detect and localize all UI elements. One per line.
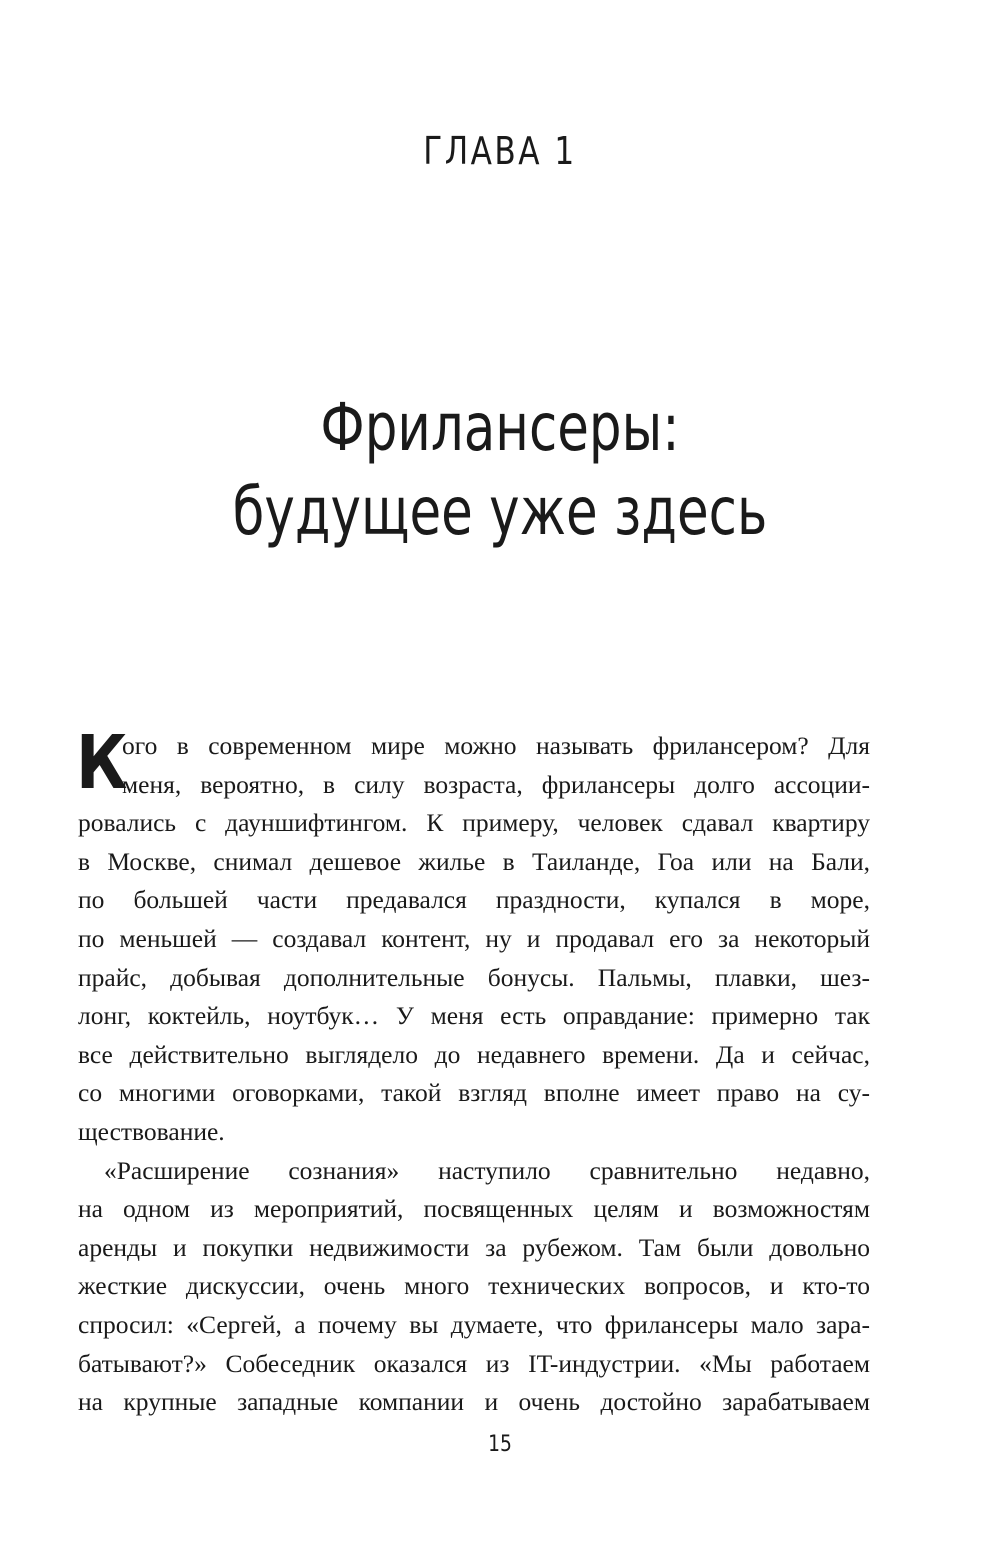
drop-cap: К [76, 720, 128, 806]
chapter-label: ГЛАВА 1 [423, 129, 577, 173]
paragraph-1 [76, 720, 870, 1152]
text-line: меня, вероятно, в силу возраста, фрилансеры долго ассоции- [122, 769, 870, 799]
text-line: по большей части предавался праздности, купался в море, [78, 885, 870, 915]
text-line: спросил: «Сергей, а почему вы думаете, что фрилансеры мало зара- [78, 1309, 870, 1339]
text-line: жесткие дискуссии, очень много технических вопросов, и кто-то [78, 1271, 870, 1301]
text-line: на крупные западные компании и очень достойно зарабатываем [78, 1387, 870, 1417]
body-text [76, 720, 870, 1422]
text-line: в Москве, снимал дешевое жилье в Таиланде, Гоа или на Бали, [78, 846, 870, 876]
chapter-title-line: Фрилансеры: [320, 389, 680, 466]
text-line: по меньшей — создавал контент, ну и продавал его за некоторый [78, 923, 870, 953]
chapter-title [110, 386, 890, 554]
text-line: аренды и покупки недвижимости за рубежом. Там были довольно [78, 1232, 870, 1262]
paragraph-2 [78, 1152, 870, 1422]
text-line: лонг, коктейль, ноутбук… У меня есть оправдание: примерно так [78, 1001, 870, 1031]
text-line: ровались с дауншифтингом. К примеру, человек сдавал квартиру [78, 808, 870, 838]
text-line: на одном из мероприятий, посвященных целям и возможностям [78, 1194, 870, 1224]
text-line: все действительно выглядело до недавнего времени. Да и сейчас, [78, 1039, 870, 1069]
text-line-content: ого в современном мире можно называть фрилансером? Для [122, 731, 870, 760]
text-line: батывают?» Собеседник оказался из IT-индустрии. «Мы работаем [78, 1348, 870, 1378]
text-line: ществование. [78, 1116, 225, 1146]
chapter-title-line: будущее уже здесь [232, 473, 768, 550]
text-line: прайс, добывая дополнительные бонусы. Пальмы, плавки, шез- [78, 962, 870, 992]
page-number: 15 [488, 1432, 512, 1457]
text-line: со многими оговорками, такой взгляд вполне имеет право на су- [78, 1078, 870, 1108]
text-line: «Расширение сознания» наступило сравнительно недавно, [104, 1155, 870, 1185]
